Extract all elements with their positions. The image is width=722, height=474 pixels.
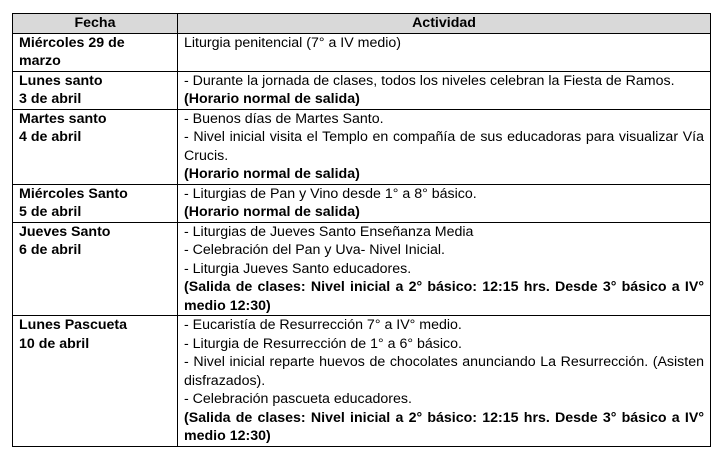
activity-cell: [178, 71, 711, 109]
date-line: 6 de abril: [19, 242, 82, 258]
date-line: Jueves Santo: [19, 223, 111, 240]
date-line: Lunes Pascueta: [19, 317, 128, 333]
date-line: Miércoles 29 de: [19, 34, 125, 51]
activity-cell: [178, 33, 711, 71]
schedule-note: (Horario normal de salida): [184, 166, 360, 182]
table-row: [13, 33, 711, 71]
schedule-table: [12, 13, 711, 447]
header-row: [13, 14, 711, 34]
schedule-document: [12, 13, 710, 447]
activity-item: - Liturgia Jueves Santo educadores.: [184, 260, 412, 277]
table-row: [13, 184, 711, 222]
date-cell: [13, 222, 178, 316]
schedule-note: (Salida de clases: Nivel inicial a 2° básico: 12:15 hrs. Desde 3° básico a IV° medio 12:30): [184, 279, 704, 314]
date-line: Martes santo: [19, 110, 107, 127]
date-cell: [13, 33, 178, 71]
date-line: Lunes santo: [19, 72, 103, 89]
table-row: [13, 316, 711, 447]
table-row: [13, 222, 711, 316]
activity-item: - Nivel inicial reparte huevos de chocolates anunciando La Resurrección. (Asisten disfrazados).: [184, 354, 704, 389]
activity-item: - Nivel inicial visita el Templo en compañía de sus educadoras para visualizar Vía Crucis.: [184, 129, 704, 164]
table-row: [13, 109, 711, 184]
activity-item: - Buenos días de Martes Santo.: [184, 110, 384, 127]
activity-cell: [178, 316, 711, 447]
activity-item: - Liturgias de Jueves Santo Enseñanza Media: [184, 223, 474, 240]
schedule-note: (Salida de clases: Nivel inicial a 2° básico: 12:15 hrs. Desde 3° básico a IV° medio 12:30): [184, 409, 704, 444]
schedule-rows: [13, 33, 711, 446]
activity-cell: [178, 109, 711, 184]
activity-item: - Liturgias de Pan y Vino desde 1° a 8° básico.: [184, 185, 477, 202]
date-line: 5 de abril: [19, 204, 82, 220]
table-row: [13, 71, 711, 109]
date-line: 10 de abril: [19, 335, 90, 352]
schedule-note: (Horario normal de salida): [184, 204, 360, 220]
date-line: 4 de abril: [19, 129, 82, 145]
date-cell: [13, 316, 178, 447]
date-cell: [13, 109, 178, 184]
date-cell: [13, 71, 178, 109]
date-line: Miércoles Santo: [19, 185, 128, 202]
date-line: marzo: [19, 53, 61, 69]
activity-item: Liturgia penitencial (7° a IV medio): [184, 34, 402, 51]
date-column-header: Fecha: [13, 14, 178, 34]
activity-item: - Celebración del Pan y Uva- Nivel Inicial.: [184, 242, 446, 258]
date-line: 3 de abril: [19, 91, 82, 107]
activity-item: - Celebración pascueta educadores.: [184, 391, 412, 407]
activity-item: - Eucaristía de Resurrección 7° a IV° medio.: [184, 317, 462, 333]
activity-cell: [178, 184, 711, 222]
activity-item: - Durante la jornada de clases, todos los niveles celebran la Fiesta de Ramos.: [184, 72, 675, 89]
date-cell: [13, 184, 178, 222]
schedule-note: (Horario normal de salida): [184, 91, 360, 107]
activity-item: - Liturgia de Resurrección de 1° a 6° básico.: [184, 335, 462, 352]
activity-cell: [178, 222, 711, 316]
activity-column-header: Actividad: [178, 14, 711, 34]
